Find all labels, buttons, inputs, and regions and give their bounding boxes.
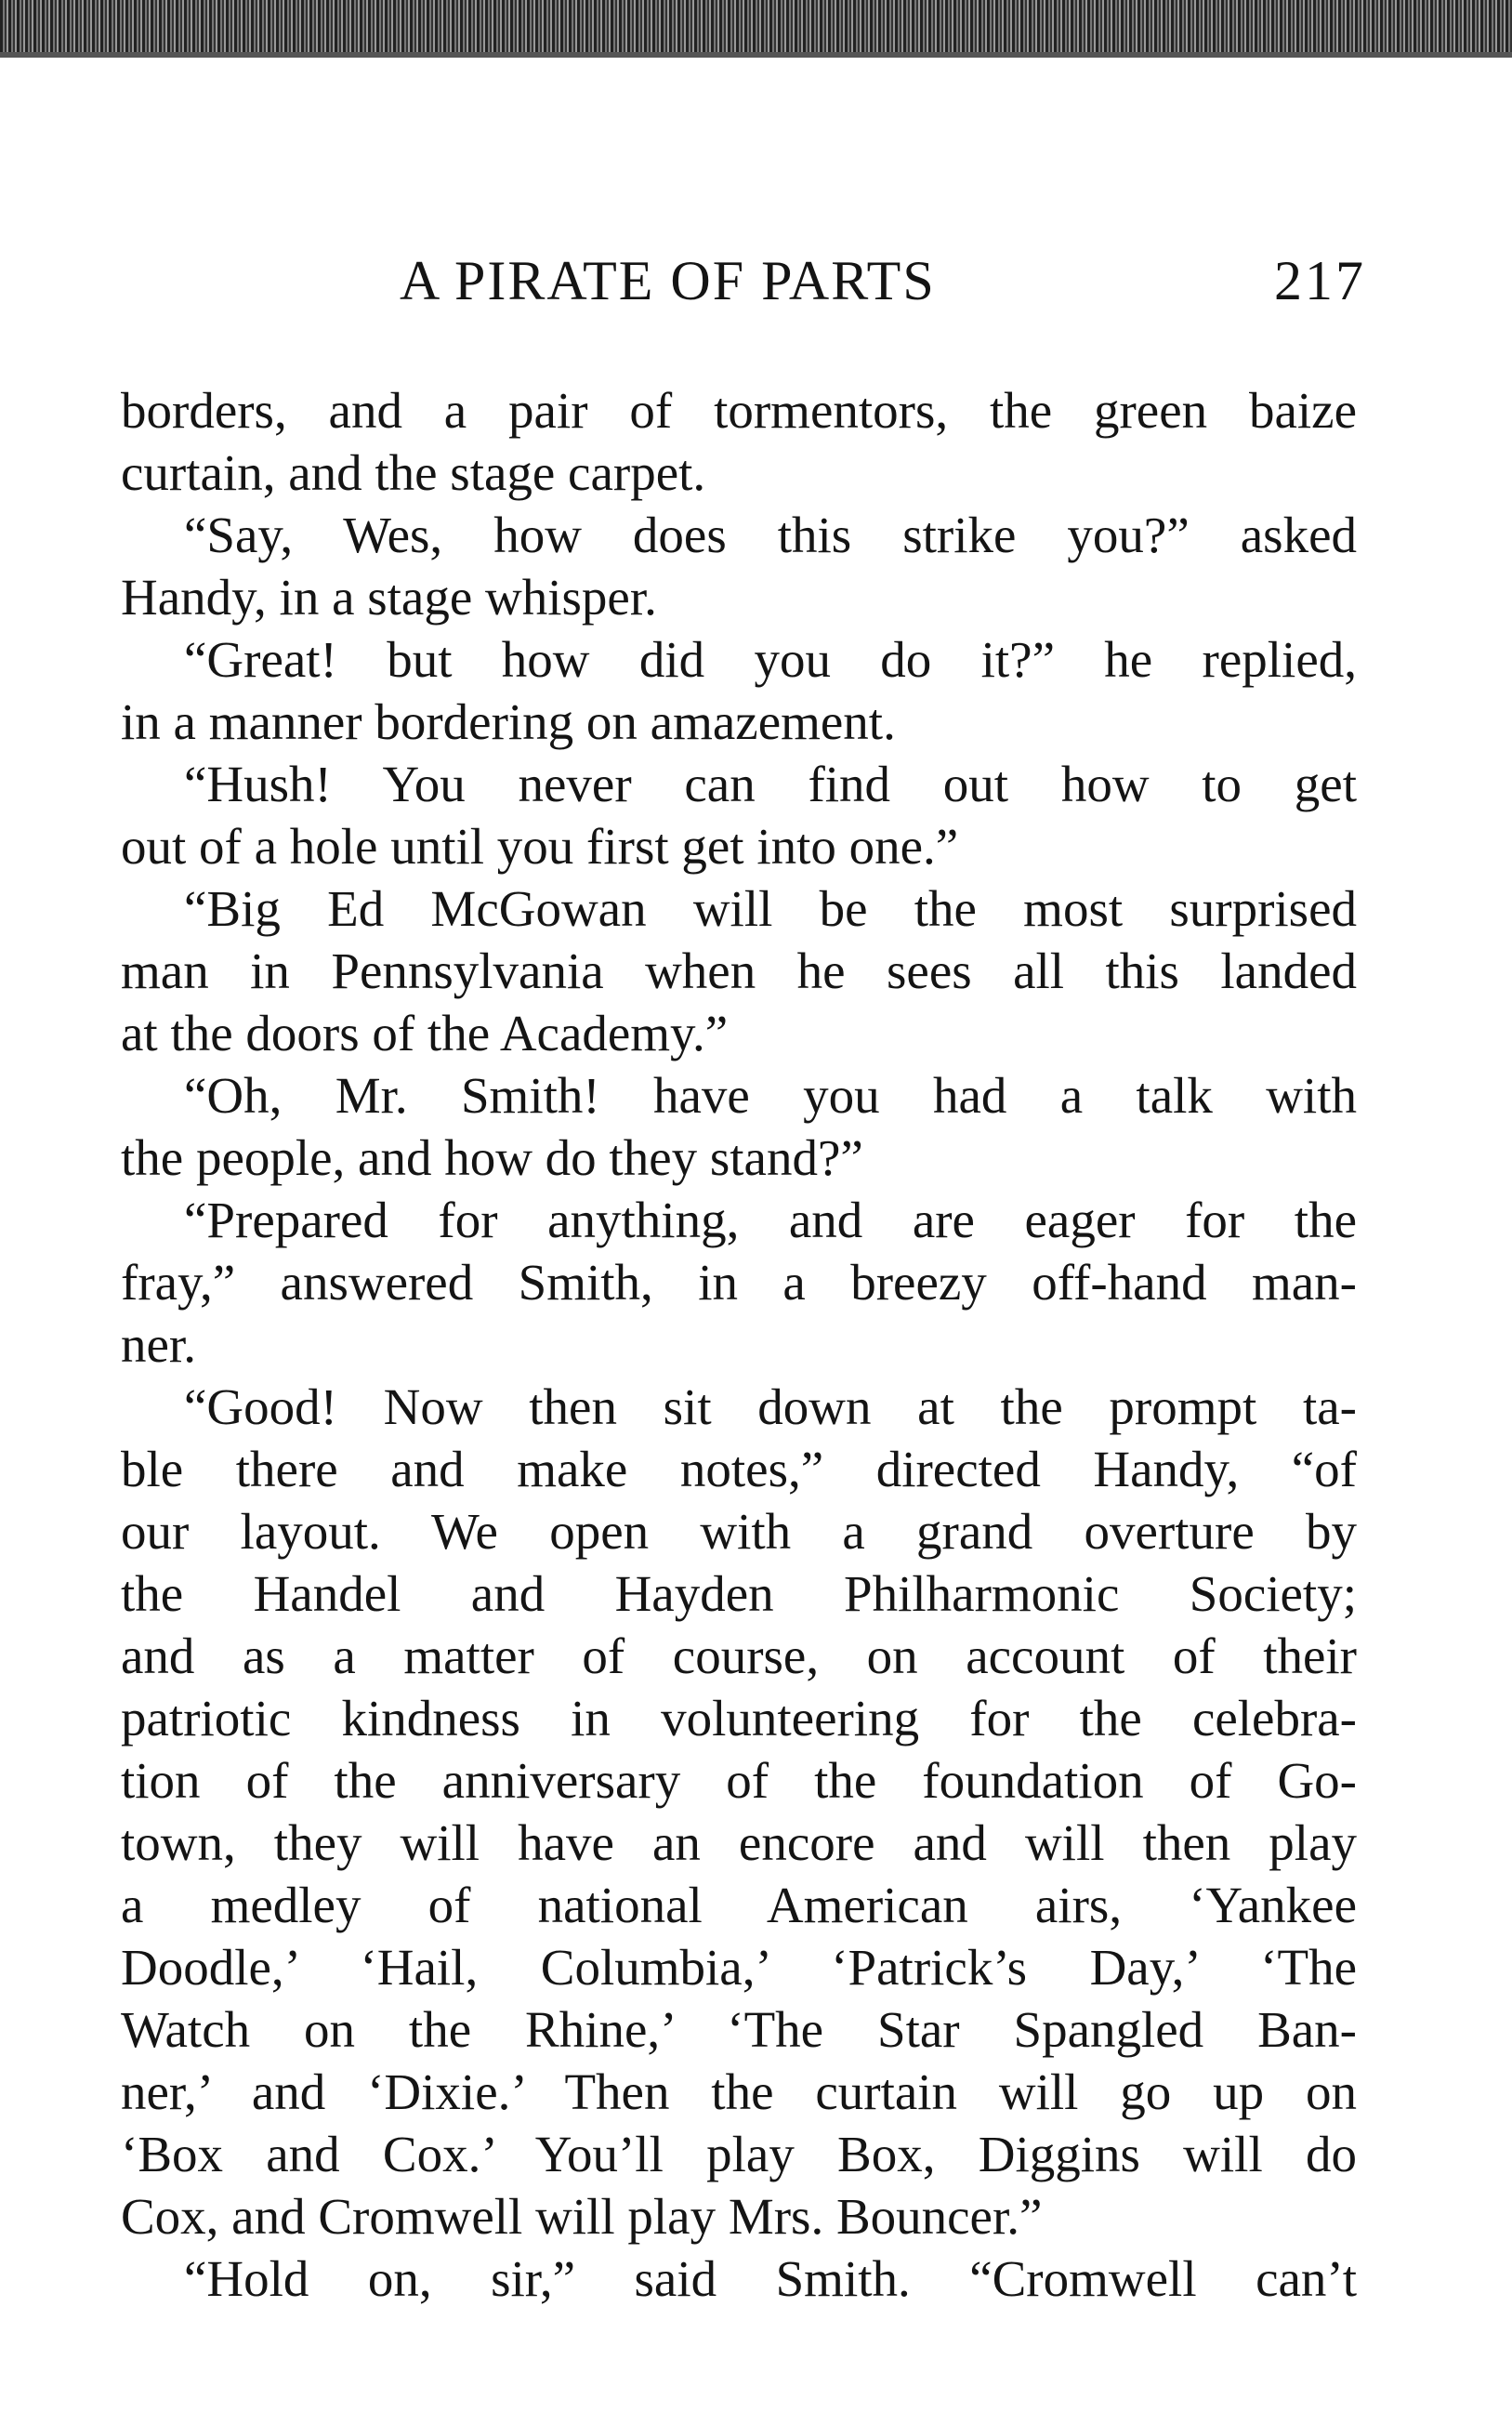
text-line: town, they will have an encore and will then play	[121, 1814, 1357, 1871]
text-line: patriotic kindness in volunteering for the celebra-	[121, 1690, 1357, 1746]
text-line: in a manner bordering on amazement.	[121, 693, 896, 750]
text-line: “Say, Wes, how does this strike you?” asked	[184, 507, 1357, 563]
text-line: “Great! but how did you do it?” he replied,	[184, 631, 1357, 688]
text-line: the people, and how do they stand?”	[121, 1129, 863, 1186]
running-head	[121, 249, 1366, 323]
text-line: “Oh, Mr. Smith! have you had a talk with	[184, 1067, 1357, 1124]
text-line: fray,” answered Smith, in a breezy off-hand man-	[121, 1254, 1357, 1311]
text-line: “Big Ed McGowan will be the most surprised	[184, 880, 1357, 937]
text-line: at the doors of the Academy.”	[121, 1005, 729, 1061]
text-line: borders, and a pair of tormentors, the green baize	[121, 382, 1357, 439]
text-line: a medley of national American airs, ‘Yankee	[121, 1877, 1357, 1933]
text-line: our layout. We open with a grand overture by	[121, 1503, 1357, 1560]
running-title: A PIRATE OF PARTS	[400, 250, 936, 311]
page-number: 217	[1274, 250, 1366, 311]
text-line: “Hold on, sir,” said Smith. “Cromwell can’t	[184, 2250, 1357, 2307]
text-line: man in Pennsylvania when he sees all this landed	[121, 942, 1357, 999]
text-line: “Hush! You never can find out how to get	[184, 756, 1357, 812]
text-line: curtain, and the stage carpet.	[121, 444, 706, 501]
text-line: Doodle,’ ‘Hail, Columbia,’ ‘Patrick’s Day,’ ‘The	[121, 1939, 1357, 1996]
body-text	[121, 379, 1357, 2310]
text-line: ner.	[121, 1316, 196, 1373]
text-line: out of a hole until you first get into one.”	[121, 818, 959, 875]
text-line: “Good! Now then sit down at the prompt ta-	[184, 1378, 1357, 1435]
text-line: “Prepared for anything, and are eager for the	[184, 1192, 1357, 1248]
text-line: the Handel and Hayden Philharmonic Society;	[121, 1565, 1357, 1622]
text-line: Handy, in a stage whisper.	[121, 569, 657, 626]
text-line: tion of the anniversary of the foundation of Go-	[121, 1752, 1357, 1809]
text-line: ble there and make notes,” directed Handy, “of	[121, 1441, 1357, 1497]
text-line: ‘Box and Cox.’ You’ll play Box, Diggins will do	[121, 2126, 1357, 2182]
text-line: Cox, and Cromwell will play Mrs. Bouncer.”	[121, 2188, 1043, 2245]
text-line: ner,’ and ‘Dixie.’ Then the curtain will go up on	[121, 2063, 1357, 2120]
text-line: Watch on the Rhine,’ ‘The Star Spangled Ban-	[121, 2001, 1357, 2058]
text-line: and as a matter of course, on account of their	[121, 1628, 1357, 1684]
scan-edge-strip	[0, 0, 1512, 58]
